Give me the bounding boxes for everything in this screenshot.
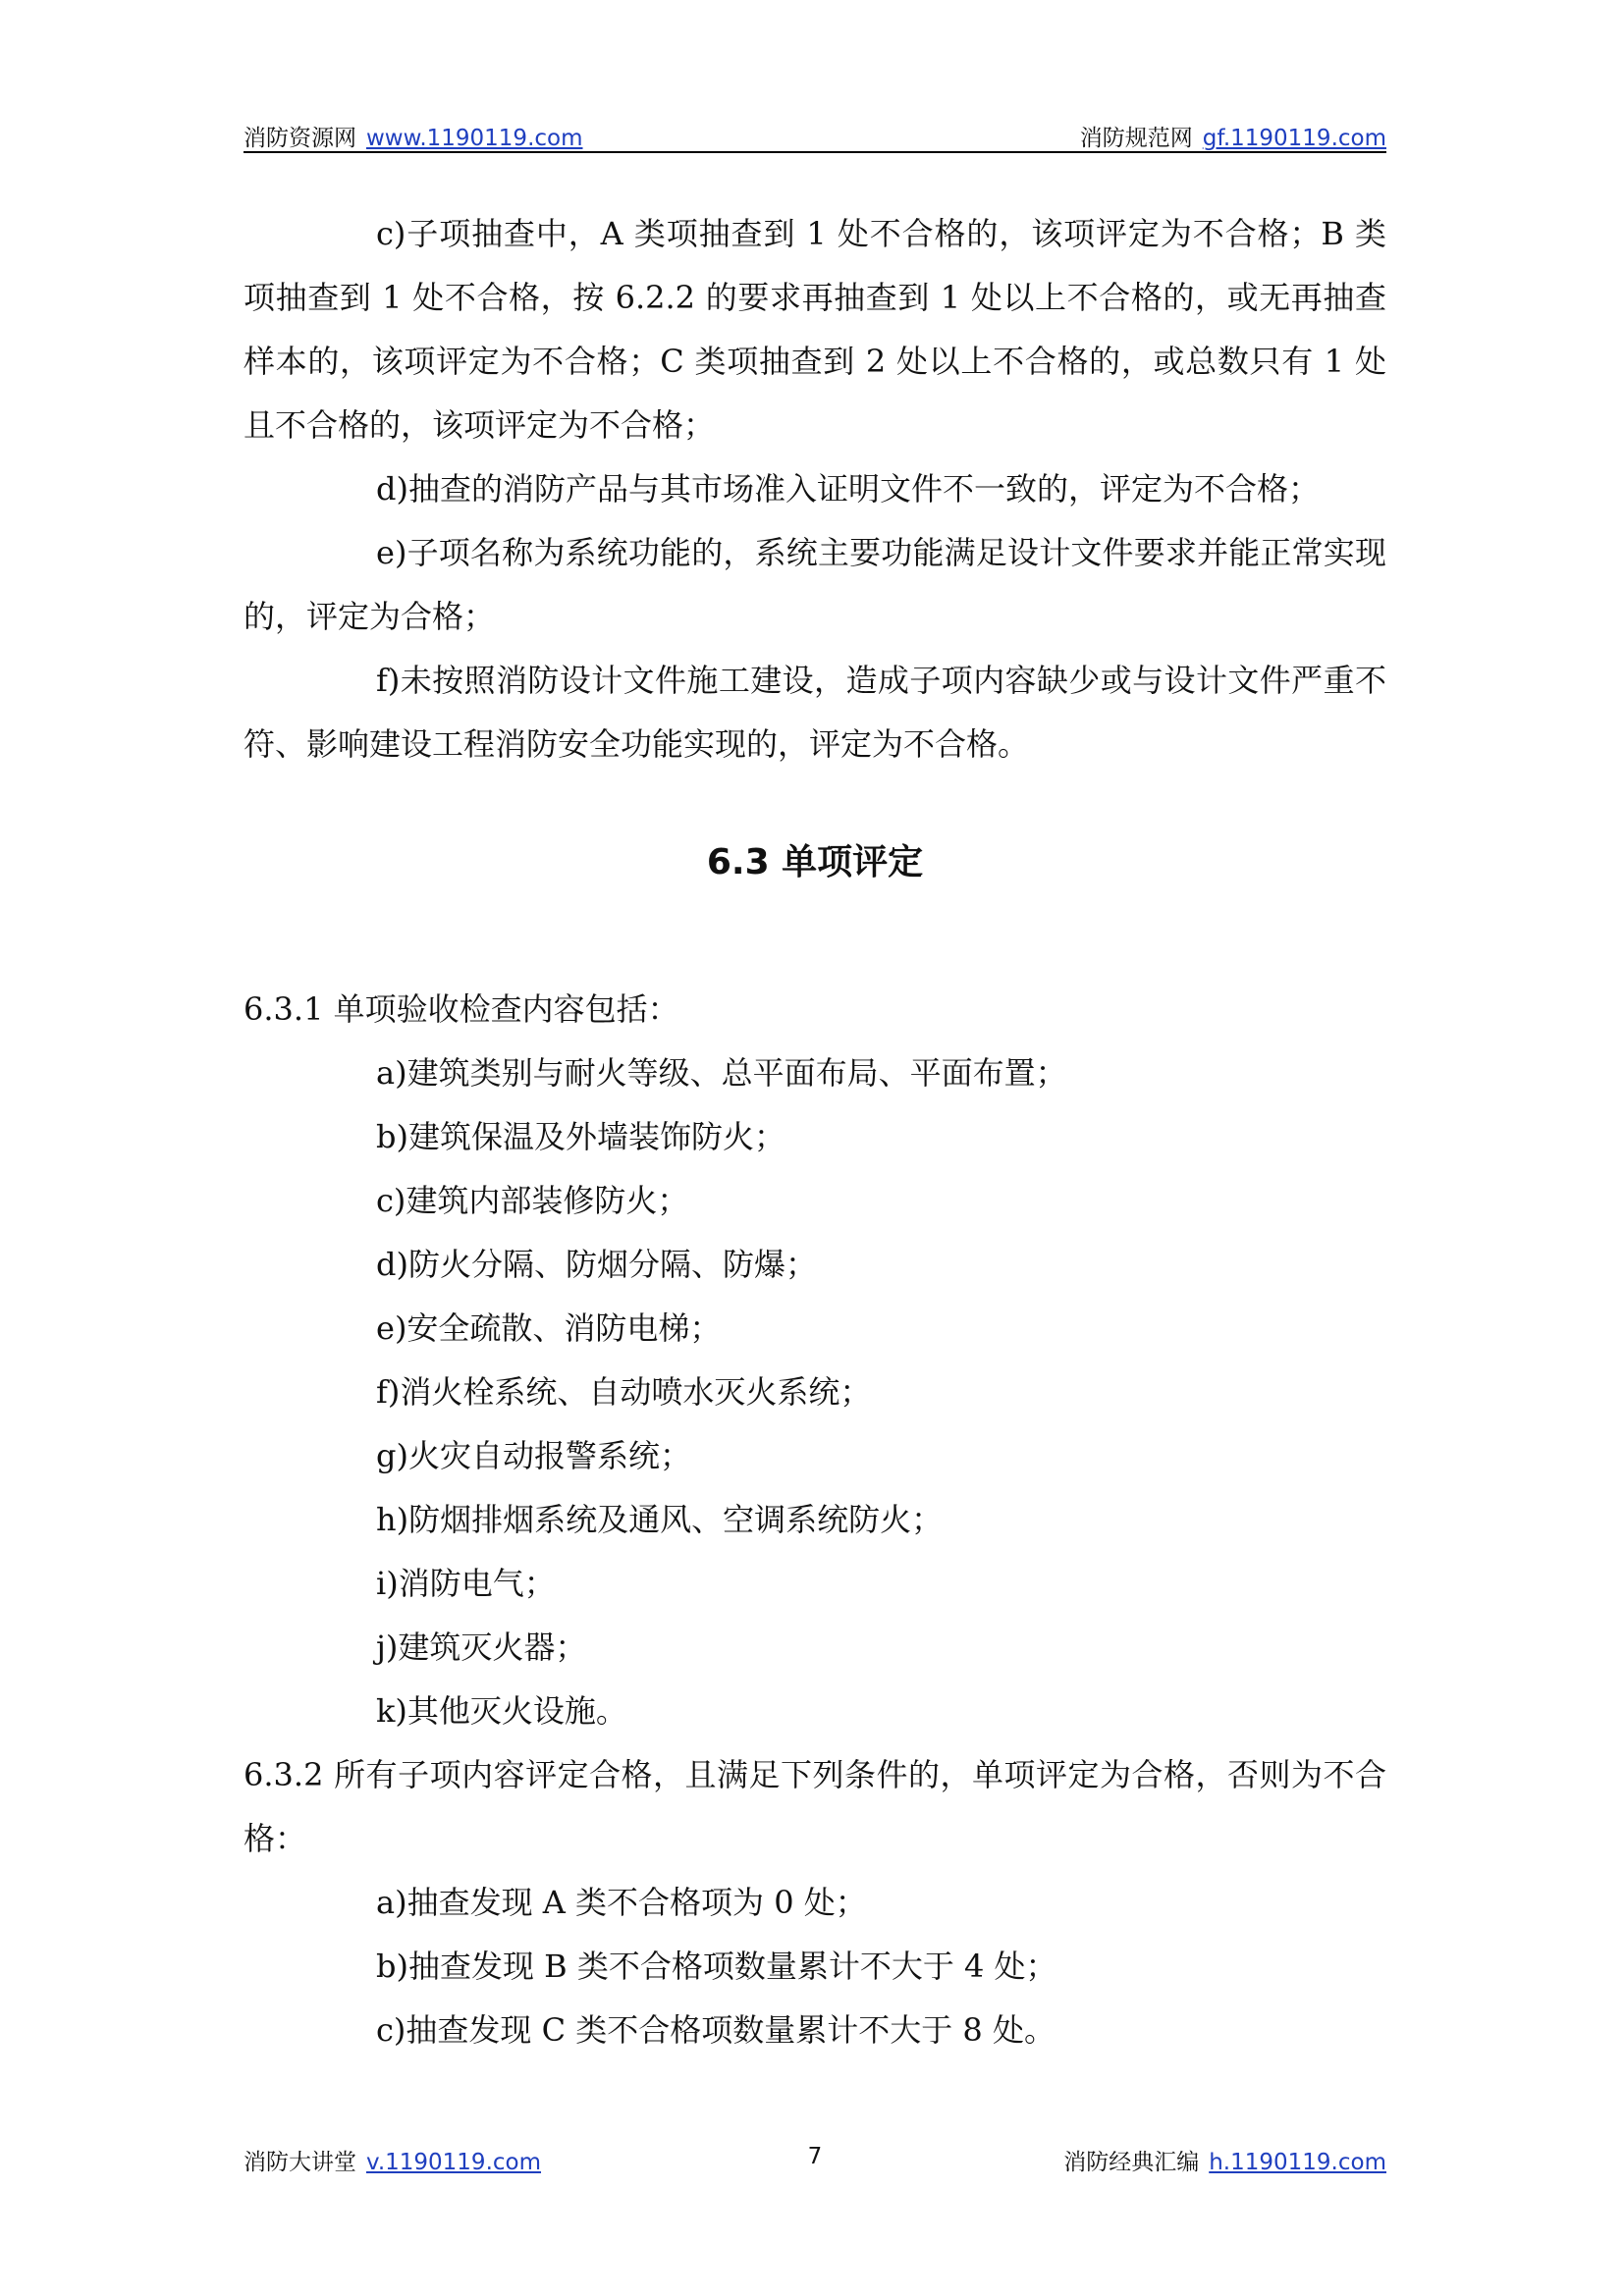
clause-6-3-2-item-c: c)抽查发现 C 类不合格项数量累计不大于 8 处。 <box>376 2011 1056 2049</box>
clause-6-3-1-item-k: k)其他灭火设施。 <box>376 1692 627 1730</box>
footer-left-site: 消防大讲堂 <box>244 2150 356 2175</box>
header-left <box>244 120 583 152</box>
clause-6-3-1-item-j: j)建筑灭火器； <box>376 1629 587 1666</box>
page-number: 7 <box>807 2144 823 2169</box>
page-header <box>244 116 1386 153</box>
section-heading: 6.3 单项评定 <box>706 842 924 882</box>
footer-right-link[interactable]: h.1190119.com <box>1209 2150 1386 2175</box>
page-body <box>244 202 1386 2062</box>
header-left-site: 消防资源网 <box>244 126 356 151</box>
header-right-link[interactable]: gf.1190119.com <box>1202 126 1386 151</box>
paragraph-f: f)未按照消防设计文件施工建设，造成子项内容缺少或与设计文件严重不符、影响建设工程消防安全功能实现的，评定为不合格。 <box>244 662 1386 763</box>
paragraph-d: d)抽查的消防产品与其市场准入证明文件不一致的，评定为不合格； <box>376 470 1320 507</box>
clause-6-3-1-item-c: c)建筑内部装修防火； <box>376 1182 689 1219</box>
footer-left-link[interactable]: v.1190119.com <box>366 2150 542 2175</box>
page-footer <box>244 2140 1386 2179</box>
footer-right-site: 消防经典汇编 <box>1063 2150 1200 2175</box>
clause-6-3-2-item-a: a)抽查发现 A 类不合格项为 0 处； <box>376 1884 867 1921</box>
footer-right <box>1063 2144 1386 2176</box>
clause-6-3-1-item-g: g)火灾自动报警系统； <box>376 1437 691 1474</box>
clause-6-3-2-intro: 6.3.2 所有子项内容评定合格，且满足下列条件的，单项评定为合格，否则为不合格： <box>244 1756 1386 1857</box>
header-right <box>1080 120 1386 152</box>
clause-6-3-2-item-b: b)抽查发现 B 类不合格项数量累计不大于 4 处； <box>376 1948 1057 1985</box>
clause-6-3-1-item-a: a)建筑类别与耐火等级、总平面布局、平面布置； <box>376 1054 1067 1092</box>
header-left-link[interactable]: www.1190119.com <box>366 126 583 151</box>
clause-6-3-1-item-f: f)消火栓系统、自动喷水灭火系统； <box>376 1373 872 1411</box>
clause-6-3-1-item-d: d)防火分隔、防烟分隔、防爆； <box>376 1246 817 1283</box>
clause-6-3-1-item-i: i)消防电气； <box>376 1565 556 1602</box>
clause-6-3-1-item-h: h)防烟排烟系统及通风、空调系统防火； <box>376 1501 944 1538</box>
clause-6-3-1-item-b: b)建筑保温及外墙装饰防火； <box>376 1118 785 1155</box>
paragraph-e: e)子项名称为系统功能的，系统主要功能满足设计文件要求并能正常实现的，评定为合格； <box>244 534 1386 635</box>
clause-6-3-1-intro: 6.3.1 单项验收检查内容包括： <box>244 990 679 1028</box>
header-right-site: 消防规范网 <box>1079 126 1193 151</box>
clause-6-3-1-item-e: e)安全疏散、消防电梯； <box>376 1309 722 1347</box>
paragraph-c: c)子项抽查中，A 类项抽查到 1 处不合格的，该项评定为不合格；B 类项抽查到 1 处不合格，按 6.2.2 的要求再抽查到 1 处以上不合格的，或无再抽查样本的，该项评定为不合格；C 类项抽查到 2 处以上不合格的，或总数只有 1 处且不合格的，该项评定为不合格； <box>244 215 1386 444</box>
